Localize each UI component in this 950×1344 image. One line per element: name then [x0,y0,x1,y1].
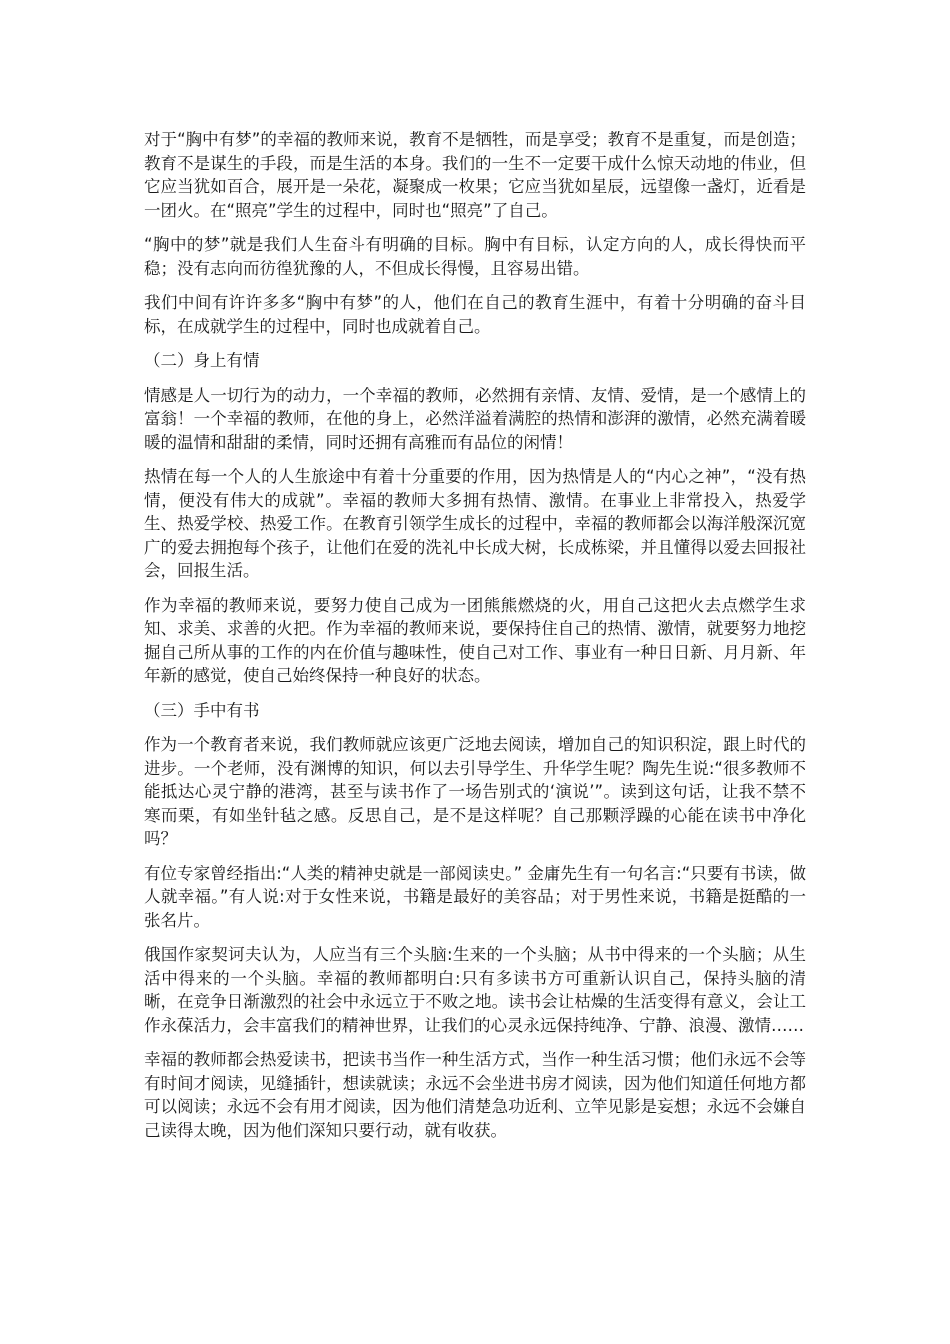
paragraph-1: 对于“胸中有梦”的幸福的教师来说，教育不是牺牲，而是享受；教育不是重复，而是创造；教育不是谋生的手段，而是生活的本身。我们的一生不一定要干成什么惊天动地的伟业，但它应当犹如百合，展开是一朵花，凝聚成一枚果；它应当犹如星辰，远望像一盏灯，近看是一团火。在“照亮”学生的过程中，同时也“照亮”了自己。 [144,130,806,220]
paragraph-9: 俄国作家契诃夫认为，人应当有三个头脑:生来的一个头脑；从书中得来的一个头脑；从生活中得来的一个头脑。幸福的教师都明白:只有多读书方可重新认识自己，保持头脑的清晰，在竞争日渐激烈的社会中永远立于不败之地。读书会让枯燥的生活变得有意义，会让工作永葆活力，会丰富我们的精神世界，让我们的心灵永远保持纯净、宁静、浪漫、激情…… [144,945,806,1035]
paragraph-6: 作为幸福的教师来说，要努力使自己成为一团熊熊燃烧的火，用自己这把火去点燃学生求知、求美、求善的火把。作为幸福的教师来说，要保持住自己的热情、激情，就要努力地挖掘自己所从事的工作的内在价值与趣味性，使自己对工作、事业有一种日日新、月月新、年年新的感觉，使自己始终保持一种良好的状态。 [144,595,806,685]
paragraph-4: 情感是人一切行为的动力，一个幸福的教师，必然拥有亲情、友情、爱情，是一个感情上的富翁！一个幸福的教师，在他的身上，必然洋溢着满腔的热情和澎湃的激情，必然充满着暖暖的温情和甜甜的柔情，同时还拥有高雅而有品位的闲情！ [144,385,806,452]
paragraph-5: 热情在每一个人的人生旅途中有着十分重要的作用，因为热情是人的“内心之神”，“没有热情，便没有伟大的成就”。幸福的教师大多拥有热情、激情。在事业上非常投入，热爱学生、热爱学校、热爱工作。在教育引领学生成长的过程中，幸福的教师都会以海洋般深沉宽广的爱去拥抱每个孩子，让他们在爱的洗礼中长成大树，长成栋梁，并且懂得以爱去回报社会，回报生活。 [144,467,806,580]
paragraph-3: 我们中间有许许多多“胸中有梦”的人，他们在自己的教育生涯中，有着十分明确的奋斗目标，在成就学生的过程中，同时也成就着自己。 [144,293,806,336]
section-heading-2: （二）身上有情 [144,351,260,370]
paragraph-10: 幸福的教师都会热爱读书，把读书当作一种生活方式，当作一种生活习惯；他们永远不会等有时间才阅读，见缝插针，想读就读；永远不会坐进书房才阅读，因为他们知道任何地方都可以阅读；永远不会有用才阅读，因为他们清楚急功近利、立竿见影是妄想；永远不会嫌自己读得太晚，因为他们深知只要行动，就有收获。 [144,1050,806,1140]
paragraph-7: 作为一个教育者来说，我们教师就应该更广泛地去阅读，增加自己的知识积淀，跟上时代的进步。一个老师，没有渊博的知识，何以去引导学生、升华学生呢？陶先生说:“很多教师不能抵达心灵宁静的港湾，甚至与读书作了一场告别式的‘演说’”。读到这句话，让我不禁不寒而栗，有如坐针毡之感。反思自己，是不是这样呢？自己那颗浮躁的心能在读书中净化吗？ [144,735,806,848]
paragraph-8: 有位专家曾经指出:“人类的精神史就是一部阅读史。” 金庸先生有一句名言:“只要有书读，做人就幸福。”有人说:对于女性来说，书籍是最好的美容品；对于男性来说，书籍是挺酷的一张名片。 [144,863,806,930]
section-heading-3: （三）手中有书 [144,700,260,720]
document-page [144,128,806,1153]
paragraph-2: “胸中的梦”就是我们人生奋斗有明确的目标。胸中有目标，认定方向的人，成长得快而平稳；没有志向而彷徨犹豫的人，不但成长得慢，且容易出错。 [144,235,806,278]
